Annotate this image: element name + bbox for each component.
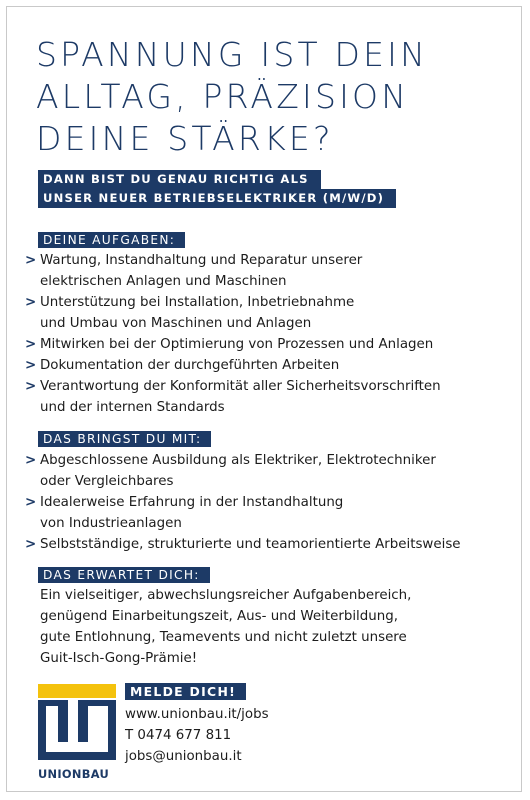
offer-line-1: Ein vielseitiger, abwechslungsreicher Aufgabenbereich, [40, 588, 412, 603]
list-item [25, 450, 461, 492]
chevron-right-icon: > [25, 253, 37, 268]
list-item [25, 334, 441, 355]
offer-section-label [38, 567, 210, 583]
contact-block [125, 683, 269, 767]
list-item [25, 292, 441, 334]
contact-phone[interactable]: T 0474 677 811 [125, 728, 232, 743]
contact-email-link[interactable]: jobs@unionbau.it [125, 749, 242, 764]
chevron-right-icon: > [25, 358, 37, 373]
tasks-section-label [38, 232, 185, 248]
list-item-text: oder Vergleichbares [40, 474, 174, 489]
chevron-right-icon: > [25, 495, 37, 510]
list-item-text: Idealerweise Erfahrung in der Instandhaltung [40, 495, 344, 510]
unionbau-logo-icon [38, 684, 116, 780]
chevron-right-icon: > [25, 537, 37, 552]
list-item [25, 355, 441, 376]
offer-text [40, 585, 480, 669]
headline-line-3: DEINE STÄRKE? [36, 119, 334, 158]
list-item [25, 250, 441, 292]
offer-label: DAS ERWARTET DICH: [38, 567, 210, 583]
headline [36, 34, 428, 160]
headline-line-1: SPANNUNG IST DEIN [36, 35, 428, 74]
list-item-text: Wartung, Instandhaltung und Reparatur unserer [40, 253, 363, 268]
list-item-text: Unterstützung bei Installation, Inbetriebnahme [40, 295, 355, 310]
list-item-text: Verantwortung der Konformität aller Sicherheitsvorschriften [40, 379, 441, 394]
list-item-text: Abgeschlossene Ausbildung als Elektriker, Elektrotechniker [40, 453, 436, 468]
list-item [25, 376, 441, 418]
logo-wordmark: UNIONBAU [38, 767, 110, 781]
offer-line-3: gute Entlohnung, Teamevents und nicht zuletzt unsere [40, 630, 407, 645]
list-item-text: Mitwirken bei der Optimierung von Prozessen und Anlagen [40, 337, 434, 352]
offer-line-4: Guit-Isch-Gong-Prämie! [40, 651, 198, 666]
chevron-right-icon: > [25, 379, 37, 394]
subheadline-line-2: UNSER NEUER BETRIEBSELEKTRIKER (M/W/D) [38, 189, 396, 208]
offer-line-2: genügend Einarbeitungszeit, Aus- und Weiterbildung, [40, 609, 399, 624]
requirements-section-label [38, 431, 211, 447]
contact-label: MELDE DICH! [125, 683, 246, 700]
subheadline-line-1: DANN BIST DU GENAU RICHTIG ALS [38, 170, 321, 189]
list-item-text: und Umbau von Maschinen und Anlagen [40, 316, 312, 331]
headline-line-2: ALLTAG, PRÄZISION [36, 77, 410, 116]
list-item-text: Dokumentation der durchgeführten Arbeiten [40, 358, 340, 373]
list-item [25, 534, 461, 555]
contact-website-link[interactable]: www.unionbau.it/jobs [125, 707, 269, 722]
chevron-right-icon: > [25, 295, 37, 310]
list-item-text: elektrischen Anlagen und Maschinen [40, 274, 287, 289]
chevron-right-icon: > [25, 337, 37, 352]
tasks-list [25, 250, 441, 418]
requirements-list [25, 450, 461, 555]
chevron-right-icon: > [25, 453, 37, 468]
list-item-text: und der internen Standards [40, 400, 225, 415]
subheadline [38, 170, 396, 208]
list-item [25, 492, 461, 534]
list-item-text: Selbstständige, strukturierte und teamorientierte Arbeitsweise [40, 537, 461, 552]
tasks-label: DEINE AUFGABEN: [38, 232, 185, 248]
requirements-label: DAS BRINGST DU MIT: [38, 431, 211, 447]
list-item-text: von Industrieanlagen [40, 516, 182, 531]
